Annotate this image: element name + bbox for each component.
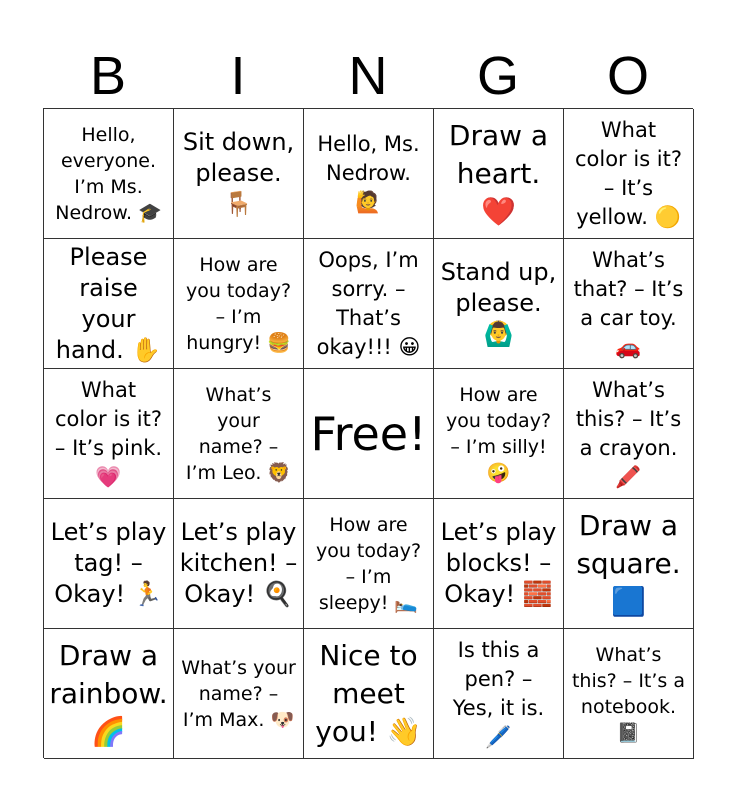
bingo-header [43,44,693,108]
bingo-cell[interactable]: Draw a rainbow. 🌈 [44,629,174,759]
bingo-cell[interactable]: What’s that? – It’s a car toy. 🚗 [564,239,694,369]
free-space[interactable]: Free! [304,369,434,499]
bingo-cell[interactable]: Let’s play kitchen! – Okay! 🍳 [174,499,304,629]
bingo-cell[interactable]: What color is it? – It’s yellow. 🟡 [564,109,694,239]
bingo-cell[interactable]: How are you today? – I’m silly! 🤪 [434,369,564,499]
bingo-cell[interactable]: Sit down, please. 🪑 [174,109,304,239]
bingo-cell[interactable]: Let’s play blocks! – Okay! 🧱 [434,499,564,629]
bingo-cell[interactable]: What color is it? – It’s pink. 💗 [44,369,174,499]
bingo-cell[interactable]: Is this a pen? – Yes, it is. 🖊️ [434,629,564,759]
header-letter-o: O [606,46,649,106]
bingo-cell[interactable]: Oops, I’m sorry. – That’s okay!!! 😀 [304,239,434,369]
bingo-cell[interactable]: Hello, Ms. Nedrow. 🙋 [304,109,434,239]
bingo-cell[interactable]: Draw a square. 🟦 [564,499,694,629]
header-letter-i: I [230,46,246,106]
bingo-cell[interactable]: Draw a heart. ❤️ [434,109,564,239]
bingo-cell[interactable]: How are you today? – I’m hungry! 🍔 [174,239,304,369]
header-letter-g: G [476,46,519,106]
bingo-cell[interactable]: What’s this? – It’s a crayon. 🖍️ [564,369,694,499]
bingo-cell[interactable]: Stand up, please. 🙆‍♂️ [434,239,564,369]
bingo-board [43,108,693,758]
bingo-cell[interactable]: How are you today? – I’m sleepy! 🛌 [304,499,434,629]
bingo-cell[interactable]: Please raise your hand. ✋ [44,239,174,369]
header-letter-b: B [89,46,127,106]
bingo-cell[interactable]: What’s this? – It’s a notebook. 📓 [564,629,694,759]
bingo-cell[interactable]: What’s your name? – I’m Max. 🐶 [174,629,304,759]
bingo-cell[interactable]: What’s your name? – I’m Leo. 🦁 [174,369,304,499]
bingo-cell[interactable]: Let’s play tag! – Okay! 🏃 [44,499,174,629]
header-letter-n: N [348,46,388,106]
bingo-cell[interactable]: Hello, everyone. I’m Ms. Nedrow. 🎓 [44,109,174,239]
bingo-cell[interactable]: Nice to meet you! 👋 [304,629,434,759]
